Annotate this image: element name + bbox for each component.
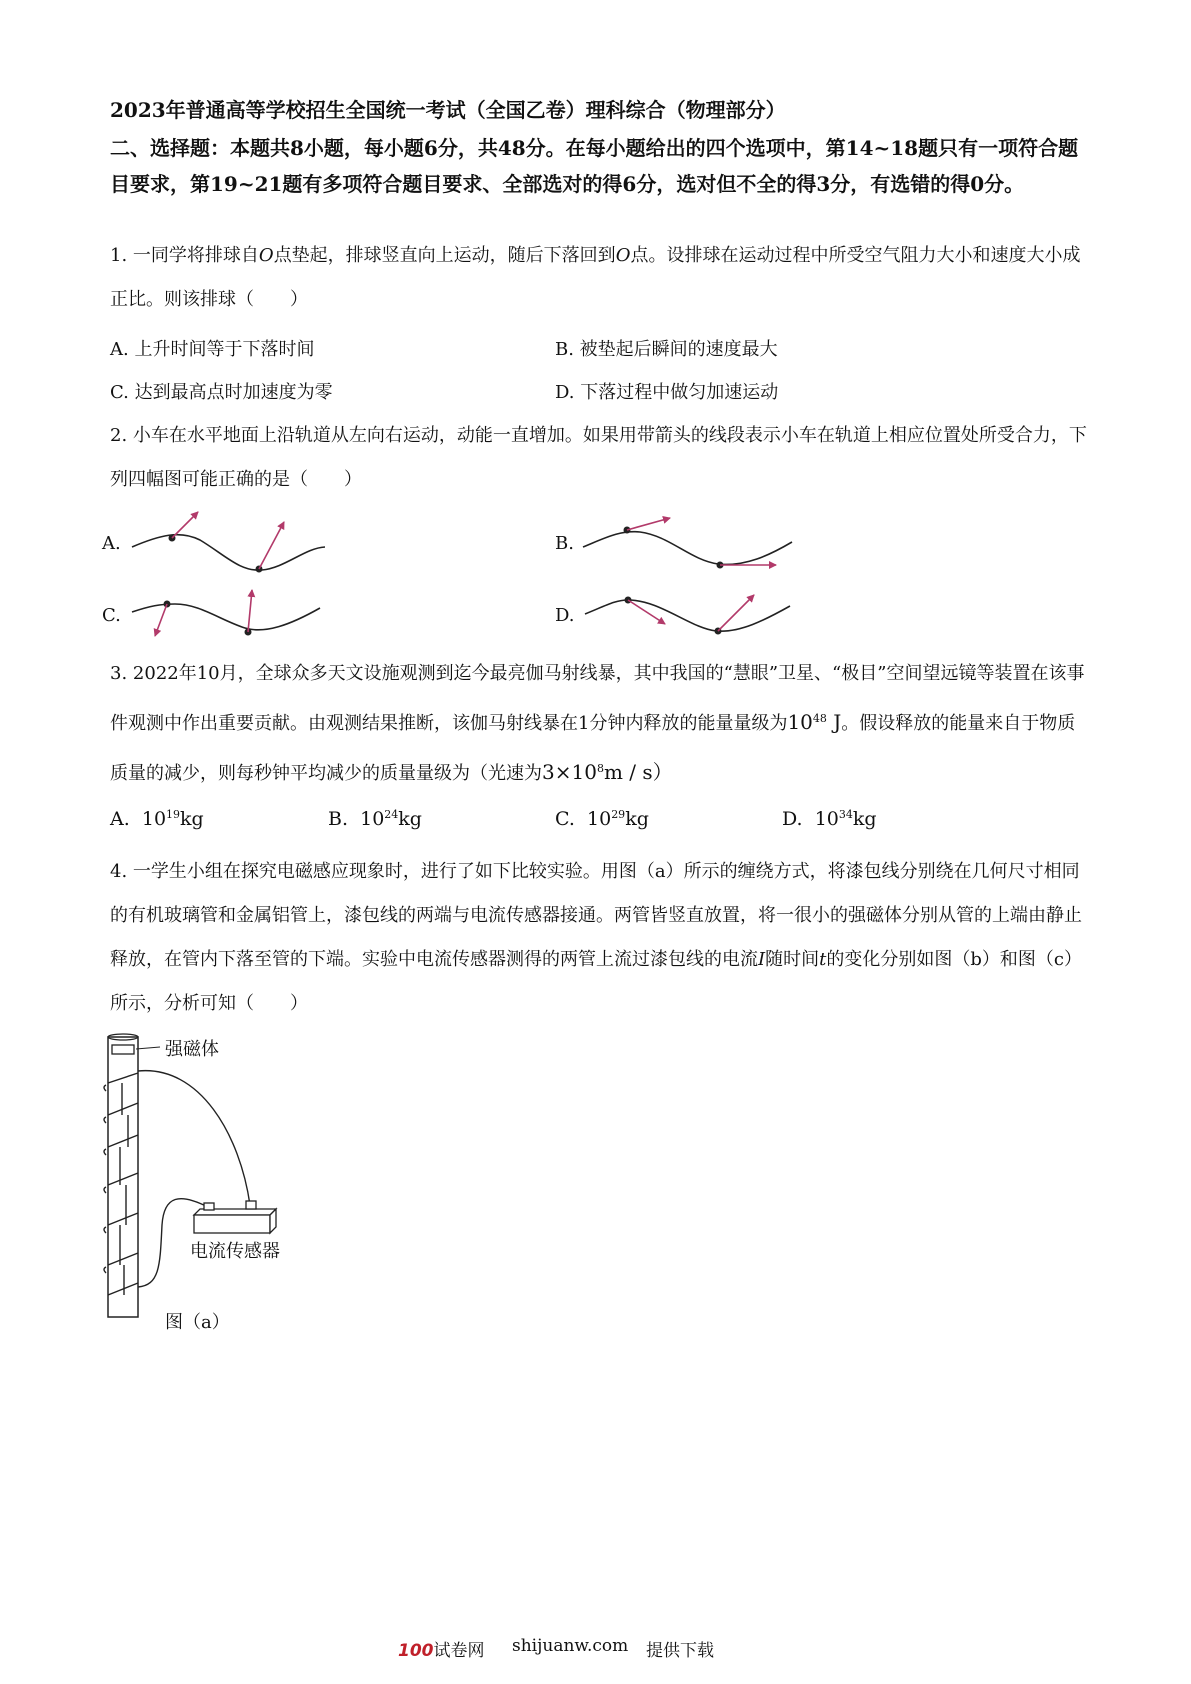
sensor-label: 电流传感器: [190, 1241, 280, 1262]
force-arrow: [155, 604, 167, 636]
section-header: 二、选择题：本题共8小题，每小题6分，共48分。在每小题给出的四个选项中，第14~18题只有一项符合题目要求，第19~21题有多项符合题目要求、全部选对的得6分，选对但不全的得3分，有选错的得0分。: [110, 136, 1079, 196]
q1-option-a: A. 上升时间等于下落时间: [110, 339, 315, 360]
force-arrow: [627, 518, 670, 530]
track-curve: [585, 600, 790, 631]
track-curve: [132, 604, 320, 630]
point-symbol: O: [615, 245, 631, 266]
wire: [138, 1071, 250, 1205]
question-number: 3.: [110, 663, 128, 684]
question-3: [110, 650, 1090, 798]
question-text: 一同学将排球自: [132, 245, 259, 266]
point-symbol: O: [258, 245, 274, 266]
footer-site-link[interactable]: shijuanw.com: [512, 1636, 629, 1656]
q2-label-a: A.: [102, 533, 121, 554]
magnet-pointer: [136, 1047, 160, 1049]
q1-option-c: C. 达到最高点时加速度为零: [110, 382, 333, 403]
question-number: 4.: [110, 861, 128, 882]
q3-option-d: D. $10^{34}kg$: [782, 808, 877, 830]
force-arrow: [248, 590, 252, 632]
force-arrow: [172, 512, 198, 538]
energy-value: $10^{48}$ J: [787, 710, 842, 734]
time-symbol: t: [819, 949, 827, 970]
figure-a: [90, 1025, 350, 1325]
question-text: 的变化分别如图（b）和图（c）所示，分析可知（ ）: [110, 949, 1082, 1014]
question-number: 2.: [110, 425, 128, 446]
q1-option-b: B. 被垫起后瞬间的速度最大: [555, 339, 778, 360]
footer-tagline: 提供下载: [646, 1641, 714, 1661]
force-arrow: [259, 522, 284, 569]
site-logo-text: 试卷网: [433, 1641, 485, 1661]
question-text: 点垫起，排球竖直向上运动，随后下落回到: [273, 245, 616, 266]
q2-diagrams: [0, 500, 1191, 650]
question-text: 小车在水平地面上沿轨道从左向右运动，动能一直增加。如果用带箭头的线段表示小车在轨道上相应位置处所受合力，下列四幅图可能正确的是（ ）: [110, 425, 1087, 490]
q3-option-b: B. $10^{24}kg$: [328, 808, 422, 830]
paper-title: 2023年普通高等学校招生全国统一考试（全国乙卷）理科综合（物理部分）: [110, 98, 786, 122]
question-1: [110, 234, 1090, 322]
track-curve: [132, 535, 325, 571]
track-curve: [583, 532, 792, 565]
question-4: [110, 850, 1090, 1026]
diagram-a: [132, 512, 325, 573]
q2-label-b: B.: [555, 533, 574, 554]
q2-label-d: D.: [555, 605, 575, 626]
diagram-c: [132, 590, 320, 636]
current-symbol: I: [758, 949, 766, 970]
tube: [108, 1037, 138, 1317]
figure-caption: 图（a）: [165, 1312, 230, 1333]
q2-label-c: C.: [102, 605, 121, 626]
magnet-label: 强磁体: [165, 1039, 219, 1060]
light-speed: $3\times 10^8m / s$）: [542, 760, 673, 784]
question-text: 点。设排球在运动过程中所受空气阻力大小和速度大小成正比。则该排球（ ）: [110, 245, 1081, 310]
diagram-b: [583, 518, 792, 569]
current-sensor: [194, 1201, 276, 1233]
q1-option-d: D. 下落过程中做匀加速运动: [555, 382, 779, 403]
magnet: [112, 1045, 134, 1054]
question-text: 随时间: [765, 949, 820, 970]
footer-brand: [398, 1636, 485, 1661]
q3-option-a: A. $10^{19}kg$: [110, 808, 204, 830]
site-logo: 100: [398, 1641, 434, 1661]
question-2: [110, 414, 1090, 502]
question-text: 。假设释放的能量来自于物质质量的减少，则每秒钟平均减少的质量量级为（光速为: [110, 713, 1076, 784]
q3-option-c: C. $10^{29}kg$: [555, 808, 649, 830]
question-text: 2022年10月，全球众多天文设施观测到迄今最亮伽马射线暴，其中我国的“慧眼”卫星、“极目”空间望远镜等装置在该事件观测中作出重要贡献。由观测结果推断，该伽马射线暴在1分钟内释放的能量量级为: [110, 663, 1085, 734]
question-number: 1.: [110, 245, 128, 266]
question-text: 一学生小组在探究电磁感应现象时，进行了如下比较实验。用图（a）所示的缠绕方式，将漆包线分别绕在几何尺寸相同的有机玻璃管和金属铝管上，漆包线的两端与电流传感器接通。两管皆竖直放置，将一很小的强磁体分别从管的上端由静止释放，在管内下落至管的下端。实验中电流传感器测得的两管上流过漆包线的电流: [110, 861, 1082, 970]
diagram-d: [585, 595, 790, 635]
coil-windings: [104, 1073, 138, 1295]
